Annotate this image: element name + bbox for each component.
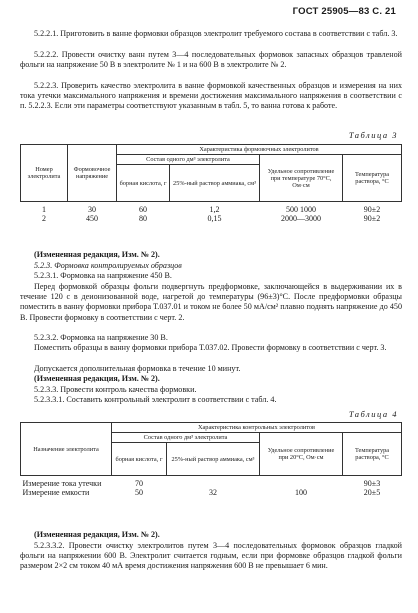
table-4-caption: Таблица 4 [348, 409, 398, 419]
table-3-header-composition: Состав одного дм³ электролита [117, 155, 260, 165]
paragraph-5-2-3-3: 5.2.3.3. Провести контроль качества формовки. [34, 385, 197, 394]
table-4-header-boric: борная кислота, г [112, 443, 167, 476]
table-3-header-temperature: Температура раствора, °С [343, 155, 402, 202]
table-row [21, 214, 402, 223]
paragraph-5-2-3-2-note: Допускается дополнительная формовка в течение 10 минут. [34, 364, 241, 373]
table-cell: 2000—3000 [281, 214, 321, 224]
table-cell: 0,15 [207, 214, 222, 224]
table-3-caption: Таблица 3 [348, 130, 398, 140]
paragraph-5-2-3-2-body: Поместить образцы в ванну формовки прибора Т.037.02. Провести формовку в соответствии с черт. 3. [34, 343, 387, 352]
table-cell [260, 476, 343, 489]
table-cell: 80 [139, 214, 148, 224]
edit-note-2: (Измененная редакция, Изм. № 2). [34, 374, 160, 383]
edit-note-3: (Измененная редакция, Изм. № 2). [34, 530, 160, 539]
table-3-header-ammonia: 25%-ный раствор аммиака, см³ [170, 165, 260, 202]
table-4-header-temperature: Температура раствора, °С [343, 433, 402, 476]
table-cell: 32 [208, 488, 217, 498]
table-cell: 100 [295, 488, 307, 498]
paragraph-5-2-2-1: 5.2.2.1. Приготовить в ванне формовки образцов электролит требуемого состава в соответствии с табл. 3. [34, 29, 398, 38]
table-cell [166, 476, 259, 489]
paragraph-5-2-3-1: 5.2.3.1. Формовка на напряжение 450 В. [34, 271, 172, 280]
table-cell: 50 [134, 488, 143, 498]
table-4-header-group: Характеристика контрольных электролитов [112, 423, 402, 433]
paragraph-5-2-3-3-1: 5.2.3.3.1. Составить контрольный электролит в соответствии с табл. 4. [34, 395, 277, 404]
table-3-header-resistance: Удельное сопротивление при температуре 70°С, Ом·см [260, 155, 343, 202]
table-3-header-number: Номер электролита [21, 145, 68, 202]
table-row [21, 488, 402, 497]
table-3-header-group: Характеристика формовочных электролитов [117, 145, 402, 155]
table-cell: 1 [42, 205, 46, 215]
paragraph-5-2-2-2: 5.2.2.2. Провести очистку ванн путем 3—4 последовательных формовок запасных образцов травленой фольги на напряжение 50 В в электролите № 1 и на 600 В в электролите № 2. [20, 50, 402, 70]
table-cell: Измерение емкости [22, 488, 90, 498]
table-cell: 90±3 [363, 479, 381, 489]
table-4-header-ammonia: 25%-ный раствор аммиака, см³ [166, 443, 259, 476]
paragraph-5-2-3-1-body: Перед формовкой образцы фольги подвергнуть предформовке, заключающейся в выдерживании их в течение 120 с в деионизованной воде, нагретой до температуры (96±3)°С. После предформовки образцы поместить в ванну формовки прибора Т.037.01 и током не более 50 мА/см² плавно поднять напряжение до 450 В. Провести формовку в соответствии с черт. 2. [20, 282, 402, 322]
table-row [21, 476, 402, 489]
table-cell: Измерение тока утечки [22, 479, 102, 489]
table-cell: 70 [134, 479, 143, 489]
table-4 [20, 422, 402, 497]
table-row [21, 202, 402, 215]
table-cell: 90±2 [363, 214, 381, 224]
table-cell: 2 [42, 214, 46, 224]
table-cell: 90±2 [363, 205, 381, 215]
table-cell: 30 [88, 205, 96, 215]
section-5-2-3-heading: 5.2.3. Формовка контролируемых образцов [34, 261, 182, 270]
table-cell: 450 [86, 214, 98, 224]
page-header: ГОСТ 25905—83 С. 21 [292, 6, 396, 17]
edit-note-1: (Измененная редакция, Изм. № 2). [34, 250, 160, 259]
table-4-header-purpose: Назначение электролита [21, 423, 112, 476]
paragraph-5-2-3-3-2: 5.2.3.3.2. Провести очистку электролитов путем 3—4 последовательных формовок образцов гладкой фольги на напряжении 600 В. Электролит считается годным, если при формовке образцов гладкой фольги размером 2×2 см током 40 мА время достижения напряжения 600 В не превышает 6 мин. [20, 541, 402, 571]
table-cell: 60 [139, 205, 148, 215]
table-cell: 500 1000 [286, 205, 316, 215]
table-4-header-resistance: Удельное сопротивление при 20°С, Ом·см [260, 433, 343, 476]
paragraph-5-2-3-2: 5.2.3.2. Формовка на напряжение 30 В. [34, 333, 168, 342]
table-3-header-voltage: Формовочное напряжение [68, 145, 117, 202]
table-3 [20, 144, 402, 223]
table-cell: 1,2 [209, 205, 220, 215]
table-4-header-composition: Состав одного дм³ электролита [112, 433, 260, 443]
table-cell: 20±5 [363, 488, 381, 498]
paragraph-5-2-2-3: 5.2.2.3. Проверить качество электролита в ванне формовкой качественных образцов и измерения на них тока утечки максимального напряжения и времени достижения максимального напряжения в соответствии с п. 5.2.2.3. Если эти параметры соответствуют указанным в табл. 5, то ванна готова к работе. [20, 81, 402, 111]
table-3-header-boric: борная кислота, г [117, 165, 170, 202]
